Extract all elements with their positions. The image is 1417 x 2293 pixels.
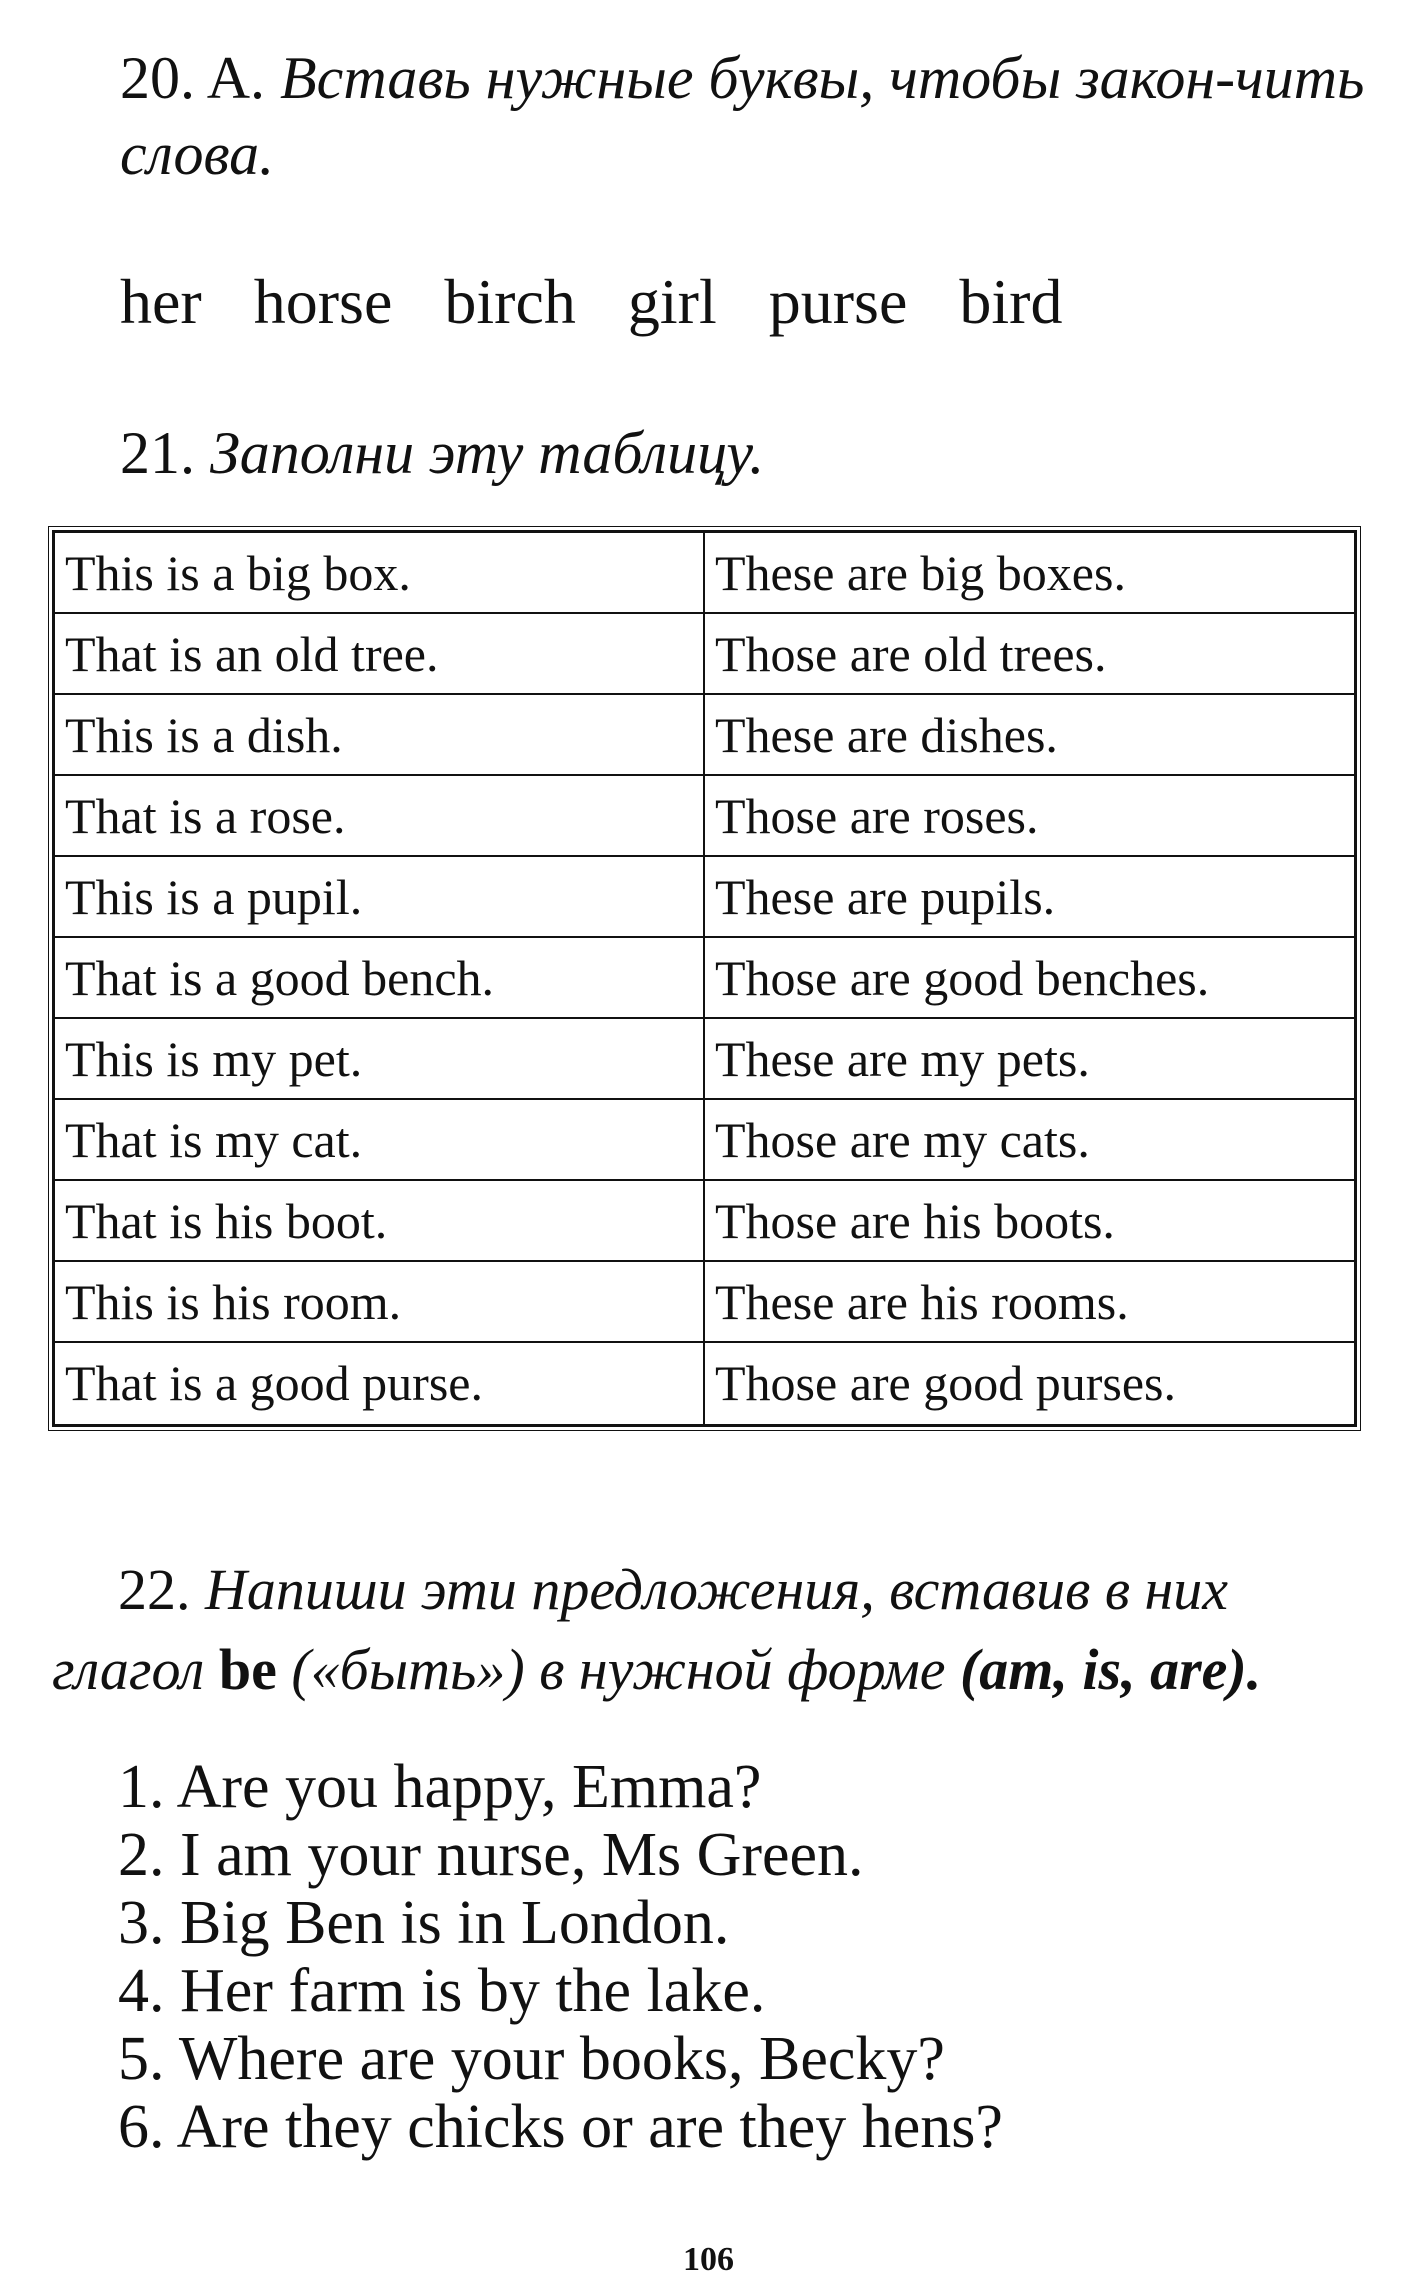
singular-cell: That is an old tree. [55, 614, 705, 693]
word: her [120, 266, 202, 337]
word: purse [768, 266, 908, 337]
list-item: 5. Where are your books, Becky? [118, 2025, 945, 2093]
singular-cell: This is a big box. [55, 533, 705, 612]
exercise-21-heading [120, 415, 1370, 491]
singular-cell: This is his room. [55, 1262, 705, 1341]
exercise-22-verb-gloss: («быть») [291, 1637, 525, 1702]
plural-cell: Those are his boots. [715, 1193, 1115, 1249]
plural-cell: Those are old trees. [715, 626, 1107, 682]
table-row [55, 1019, 1354, 1100]
exercise-21-number: 21. [120, 420, 195, 486]
table-row [55, 1343, 1354, 1424]
list-item: 6. Are they chicks or are they hens? [118, 2093, 1003, 2161]
page-number: 106 [683, 2241, 734, 2278]
singular-cell: This is a dish. [55, 695, 705, 774]
exercise-20-heading [120, 40, 1370, 192]
plural-cell: Those are good benches. [715, 950, 1210, 1006]
table-row [55, 1262, 1354, 1343]
exercise-22-heading [52, 1550, 1372, 1710]
singular-cell: That is a rose. [55, 776, 705, 855]
word: birch [444, 266, 576, 337]
singular-cell: That is a good purse. [55, 1343, 705, 1424]
exercise-20-number: 20. A. [120, 45, 266, 111]
plural-cell: These are dishes. [715, 707, 1058, 763]
table-row [55, 776, 1354, 857]
exercise-22-sentence-list [118, 1753, 1003, 2161]
word: bird [959, 266, 1063, 337]
list-item: 4. Her farm is by the lake. [118, 1957, 766, 2025]
plural-cell: Those are roses. [715, 788, 1039, 844]
plural-cell: Those are good purses. [715, 1355, 1176, 1411]
list-item: 1. Are you happy, Emma? [118, 1753, 762, 1821]
plural-cell: These are big boxes. [715, 545, 1126, 601]
table-row [55, 1181, 1354, 1262]
exercise-20-instruction: Вставь нужные буквы, чтобы закон-чить слова. [120, 45, 1365, 187]
table-row [55, 533, 1354, 614]
singular-cell: This is my pet. [55, 1019, 705, 1098]
singular-cell: That is my cat. [55, 1100, 705, 1179]
exercise-22-forms: (am, is, are). [959, 1637, 1262, 1702]
plural-cell: These are my pets. [715, 1031, 1090, 1087]
singular-cell: That is his boot. [55, 1181, 705, 1260]
singular-cell: This is a pupil. [55, 857, 705, 936]
exercise-20-word-list [120, 262, 1062, 342]
plural-cell: These are pupils. [715, 869, 1056, 925]
singular-plural-table [52, 530, 1357, 1427]
exercise-22-instruction-middle: в нужной форме [539, 1637, 946, 1702]
exercise-22-instruction: Напиши эти предложения, вставив в них глагол [52, 1557, 1229, 1702]
word: girl [627, 266, 717, 337]
table-row [55, 1100, 1354, 1181]
word: horse [253, 266, 393, 337]
table-row [55, 857, 1354, 938]
plural-cell: These are his rooms. [715, 1274, 1129, 1330]
singular-cell: That is a good bench. [55, 938, 705, 1017]
exercise-22-number: 22. [118, 1557, 191, 1622]
table-row [55, 695, 1354, 776]
table-row [55, 614, 1354, 695]
list-item: 2. I am your nurse, Ms Green. [118, 1821, 864, 1889]
exercise-22-verb: be [218, 1637, 277, 1702]
exercise-21-instruction: Заполни эту таблицу. [210, 420, 765, 486]
plural-cell: Those are my cats. [715, 1112, 1090, 1168]
table-row [55, 938, 1354, 1019]
list-item: 3. Big Ben is in London. [118, 1889, 730, 1957]
